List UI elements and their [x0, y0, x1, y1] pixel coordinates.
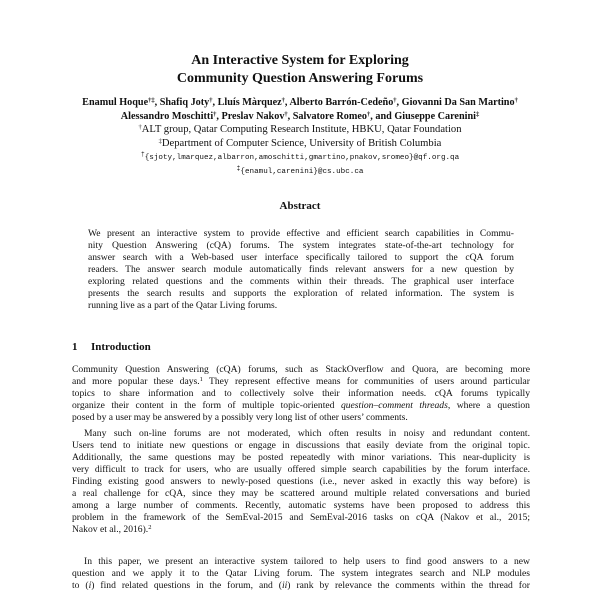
body-text: They represent effective means for communities of users around particular	[202, 376, 530, 387]
paper-title-line-2: Community Question Answering Forums	[176, 71, 424, 86]
paper-title-line-1: An Interactive System for Exploring	[191, 53, 409, 68]
emphasis-text: question–comment threads	[340, 400, 448, 411]
body-line: posed by a user may be answered by a possibly very long list of other users’ comments.	[72, 412, 408, 423]
footnote-mark: 1	[199, 376, 203, 383]
body-line	[72, 376, 530, 388]
body-line: Additionally, the same questions may be posted repeatedly with minor variations. This near-duplicity is	[72, 452, 530, 463]
author-name: Salvatore Romeo	[292, 111, 367, 122]
body-line: question and we apply it to the Qatar Living forum. The system integrates search and NLP modules	[72, 568, 530, 579]
abstract-line: We present an interactive system to provide effective and efficient search capabilities in Commu-	[88, 228, 514, 239]
author-mark: †	[213, 111, 217, 118]
body-line: problem in the framework of the SemEval-2015 and SemEval-2016 tasks on cQA (Nakov et al., 2015;	[72, 512, 530, 523]
body-line: Many such on-line forums are not moderated, which often results in noisy and redundant content.	[84, 428, 530, 439]
abstract-line: answer search with a Web-based user interface specifically tailored to support the cQA forum	[88, 252, 514, 263]
author-sep: ,	[212, 97, 218, 108]
body-text: Nakov et al., 2016).	[72, 524, 149, 535]
author-sep: ,	[396, 97, 402, 108]
affiliation-text: ALT group, Qatar Computing Research Institute, HBKU, Qatar Foundation	[141, 124, 462, 135]
body-text: , where a question	[447, 400, 530, 411]
affiliation-mark: †	[138, 124, 142, 131]
affiliation-mark: ‡	[158, 138, 162, 145]
body-line: among a large number of comments. Recently, automatic systems have been proposed to address this	[72, 500, 530, 511]
body-line: Finding existing good answers to newly-posed questions (i.e., never asked in exactly this way before) is	[72, 476, 530, 487]
body-line: a real challenge for cQA, since they may be scattered around multiple related conversations and buried	[72, 488, 530, 499]
author-sep: ,	[284, 97, 290, 108]
abstract-heading: Abstract	[279, 200, 321, 212]
affiliation-qcri	[0, 123, 600, 137]
author-name: Giuseppe Carenini	[394, 111, 476, 122]
body-line: Community Question Answering (cQA) forums, such as StackOverflow and Quora, are becoming more	[72, 364, 530, 375]
abstract-line: presents the search results and supports the exploration of related information. The system is	[88, 288, 514, 299]
email-mark: †	[140, 151, 145, 158]
body-line: Users tend to initiate new questions or engage in discussions that easily deviate from the original topic.	[72, 440, 530, 451]
email-ubc	[0, 165, 600, 179]
roman-numeral-ii: ii	[281, 580, 288, 591]
body-line: very difficult to track for users, who are usually offered simple search capabilities by the forum interface.	[72, 464, 530, 475]
body-text: ) rank by relevance the comments within the thread for	[287, 580, 530, 591]
author-list-line-2	[0, 110, 600, 124]
roman-numeral-i: i	[88, 580, 92, 591]
body-line: topics to share information and to collectively solve their information needs. cQA forums typically	[72, 388, 530, 399]
author-sep: ,	[216, 111, 222, 122]
author-name: Enamul Hoque	[82, 97, 149, 108]
author-mark: ‡	[475, 111, 480, 118]
body-text: and more popular these days.	[72, 376, 200, 387]
author-sep: , and	[370, 111, 395, 122]
author-mark: †	[281, 97, 285, 104]
author-mark: †	[209, 97, 213, 104]
email-mark: ‡	[236, 165, 241, 172]
abstract-line: running live as a part of the Qatar Living forums.	[88, 300, 278, 311]
author-name: Shafiq Joty	[159, 97, 210, 108]
author-list-line-1	[0, 96, 600, 110]
abstract-line: exploring related questions and the comments within their threads. The graphical user interface	[88, 276, 514, 287]
section-heading-introduction	[72, 340, 151, 354]
author-mark: †	[393, 97, 397, 104]
author-name: Lluís Màrquez	[217, 97, 282, 108]
section-title: Introduction	[91, 341, 151, 353]
author-name: Alberto Barrón-Cedeño	[289, 97, 394, 108]
body-line	[72, 524, 530, 536]
author-name: Alessandro Moschitti	[120, 111, 214, 122]
body-line: In this paper, we present an interactive system tailored to help users to find good answers to a new	[84, 556, 530, 567]
abstract-line: nity Question Answering (cQA) forums. The system integrates state-of-the-art technology for	[88, 240, 514, 251]
section-number: 1	[72, 341, 78, 353]
body-text: to (	[72, 580, 89, 591]
author-name: Giovanni Da San Martino	[401, 97, 515, 108]
abstract-line: readers. The answer search module automatically finds relevant answers for a new question by	[88, 264, 514, 275]
email-qcri	[0, 151, 600, 165]
author-mark: †	[367, 111, 371, 118]
affiliation-ubc	[0, 137, 600, 151]
author-mark: †	[514, 97, 518, 104]
author-name: Preslav Nakov	[221, 111, 285, 122]
body-line	[72, 400, 530, 412]
email-text: {enamul,carenini}@cs.ubc.ca	[240, 168, 364, 176]
affiliation-text: Department of Computer Science, University of British Columbia	[161, 138, 442, 149]
author-sep: ,	[154, 97, 160, 108]
footnote-mark: 2	[148, 524, 152, 531]
author-sep: ,	[287, 111, 293, 122]
body-text: organize their content in the form of multiple topic-oriented	[72, 400, 341, 411]
body-line	[72, 580, 530, 592]
author-mark: †	[284, 111, 288, 118]
email-text: {sjoty,lmarquez,albarron,amoschitti,gmartino,pnakov,sromeo}@qf.org.qa	[144, 154, 460, 162]
body-text: ) find related questions in the forum, and (	[91, 580, 282, 591]
author-mark: †‡	[148, 97, 155, 104]
